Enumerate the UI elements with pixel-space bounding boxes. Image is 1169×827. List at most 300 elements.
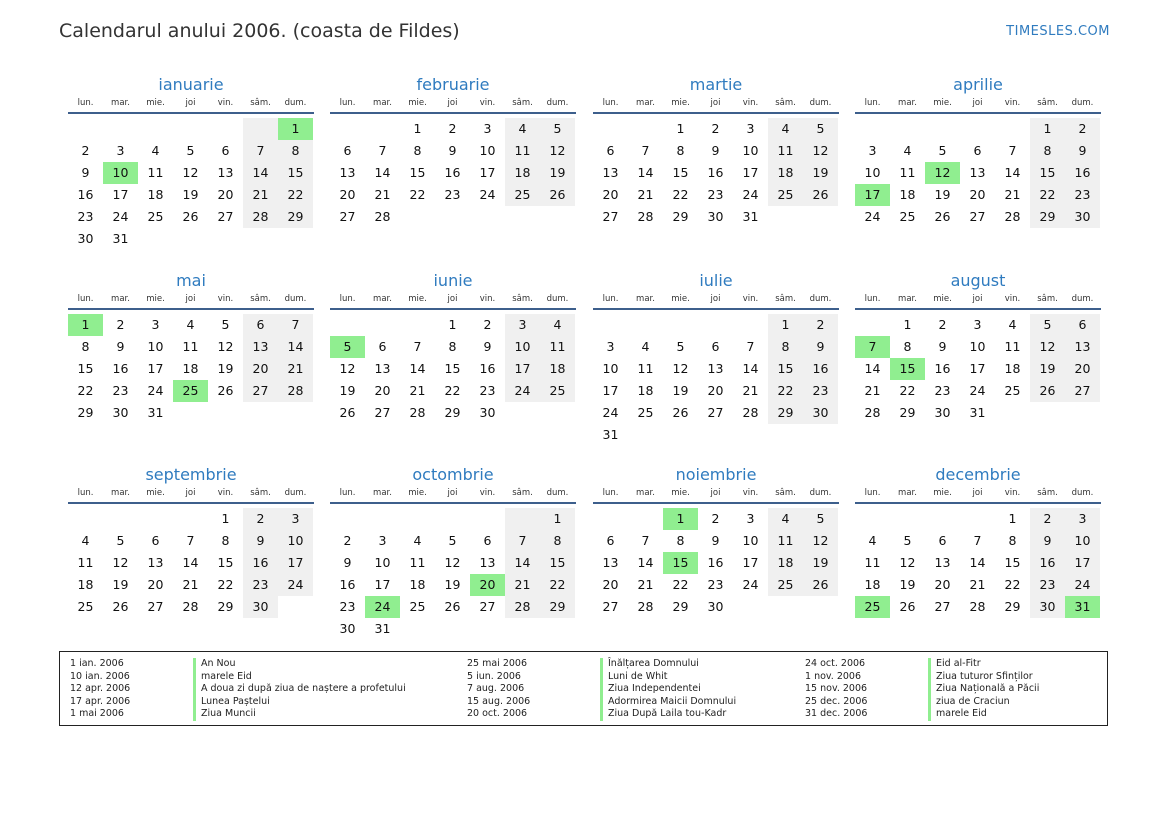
weekday-label: sâm. [775, 98, 796, 108]
day-cell: 4 [768, 118, 803, 140]
day-cell: 16 [1065, 162, 1100, 184]
day-cell: 20 [339, 187, 356, 202]
day-cell: 13 [969, 165, 986, 180]
day-cell: 18 [1004, 361, 1021, 376]
day-cell: 11 [899, 165, 916, 180]
weekday-label: joi [710, 98, 721, 108]
day-cell: 13 [217, 165, 234, 180]
empty-day-cell [435, 206, 470, 228]
week-row [330, 596, 576, 618]
day-cell: 28 [278, 380, 313, 402]
weekday-label: sâm. [775, 488, 796, 498]
holiday-name: Ziua Muncii [193, 708, 406, 721]
page-title: Calendarul anului 2006. (coasta de Fildes) [59, 20, 460, 42]
day-cell: 27 [479, 599, 496, 614]
empty-day-cell [470, 508, 505, 530]
empty-day-cell [470, 618, 505, 640]
weekday-label: lun. [77, 488, 94, 498]
day-cell: 1 [903, 317, 912, 332]
day-cell: 22 [77, 383, 94, 398]
weekday-label: vin. [742, 98, 759, 108]
day-cell: 15 [217, 555, 234, 570]
empty-day-cell [208, 118, 243, 140]
weekday-label: lun. [602, 98, 619, 108]
day-cell: 23 [77, 209, 94, 224]
weekday-label: mar. [111, 98, 130, 108]
day-cell: 5 [448, 533, 457, 548]
day-cell: 6 [711, 339, 720, 354]
day-cell: 21 [742, 383, 759, 398]
holiday-date: 31 dec. 2006 [805, 708, 868, 720]
day-cell: 31 [969, 405, 986, 420]
empty-day-cell [400, 508, 435, 530]
weekday-label: vin. [217, 294, 234, 304]
weekday-label: dum. [284, 98, 307, 108]
week-row [855, 162, 1101, 184]
day-cell: 29 [672, 209, 689, 224]
weekday-label: dum. [546, 294, 569, 304]
weekday-label: dum. [284, 294, 307, 304]
day-cell: 11 [409, 555, 426, 570]
holiday-day-cell: 24 [365, 596, 400, 618]
day-cell: 24 [1065, 574, 1100, 596]
empty-day-cell [540, 206, 575, 228]
day-cell: 23 [479, 383, 496, 398]
day-cell: 14 [637, 165, 654, 180]
empty-day-cell [68, 508, 103, 530]
day-cell: 28 [505, 596, 540, 618]
holiday-day-cell: 1 [68, 314, 103, 336]
day-cell: 11 [540, 336, 575, 358]
day-cell: 18 [505, 162, 540, 184]
day-cell: 20 [147, 577, 164, 592]
day-cell: 12 [444, 555, 461, 570]
day-cell: 4 [768, 508, 803, 530]
day-cell: 13 [479, 555, 496, 570]
month-februarie [330, 74, 576, 228]
week-row [855, 358, 1101, 380]
day-cell: 28 [374, 209, 391, 224]
month-august [855, 270, 1101, 424]
day-cell: 18 [768, 162, 803, 184]
week-row [330, 402, 576, 424]
empty-day-cell [803, 424, 838, 446]
empty-day-cell [628, 314, 663, 336]
weekday-label: mie. [408, 98, 427, 108]
day-cell: 24 [742, 187, 759, 202]
day-cell: 8 [676, 533, 685, 548]
day-cell: 23 [707, 187, 724, 202]
day-cell: 23 [934, 383, 951, 398]
day-cell: 26 [444, 599, 461, 614]
weekday-label: dum. [546, 488, 569, 498]
day-cell: 12 [1030, 336, 1065, 358]
day-cell: 18 [768, 552, 803, 574]
empty-day-cell [103, 508, 138, 530]
day-cell: 20 [217, 187, 234, 202]
empty-day-cell [960, 508, 995, 530]
day-cell: 27 [147, 599, 164, 614]
weekday-label: joi [710, 488, 721, 498]
weekday-label: vin. [217, 488, 234, 498]
weekday-label: mie. [933, 488, 952, 498]
holiday-date: 1 mai 2006 [70, 708, 124, 720]
week-row [593, 574, 839, 596]
weekday-label: sâm. [250, 294, 271, 304]
day-cell: 1 [448, 317, 457, 332]
weekday-label: mie. [671, 488, 690, 498]
day-cell: 29 [672, 599, 689, 614]
day-cell: 7 [278, 314, 313, 336]
day-cell: 14 [409, 361, 426, 376]
legend-names-column-1 [193, 658, 406, 721]
day-cell: 25 [77, 599, 94, 614]
day-cell: 30 [243, 596, 278, 618]
day-cell: 4 [903, 143, 912, 158]
week-row [593, 206, 839, 228]
weekday-label: vin. [479, 488, 496, 498]
month-noiembrie [593, 464, 839, 618]
day-cell: 13 [147, 555, 164, 570]
empty-day-cell [173, 402, 208, 424]
day-cell: 14 [278, 336, 313, 358]
day-cell: 27 [934, 599, 951, 614]
day-cell: 19 [339, 383, 356, 398]
day-cell: 21 [637, 187, 654, 202]
day-cell: 1 [1030, 118, 1065, 140]
day-cell: 4 [540, 314, 575, 336]
weekday-header [68, 292, 314, 310]
weekday-label: mar. [898, 488, 917, 498]
week-row [330, 118, 576, 140]
empty-day-cell [733, 596, 768, 618]
weekday-header [593, 96, 839, 114]
month-name: martie [689, 75, 743, 94]
day-cell: 22 [278, 184, 313, 206]
empty-day-cell [400, 314, 435, 336]
day-cell: 23 [707, 577, 724, 592]
month-decembrie [855, 464, 1101, 618]
site-link[interactable]: TIMESLES.COM [1006, 24, 1110, 39]
holiday-day-cell: 1 [663, 508, 698, 530]
day-cell: 28 [969, 599, 986, 614]
weekday-label: mar. [373, 488, 392, 498]
day-cell: 17 [969, 361, 986, 376]
day-cell: 12 [803, 140, 838, 162]
day-cell: 24 [742, 577, 759, 592]
empty-day-cell [400, 206, 435, 228]
weekday-label: sâm. [250, 98, 271, 108]
weekday-label: vin. [479, 98, 496, 108]
day-cell: 25 [768, 184, 803, 206]
weekday-label: joi [447, 98, 458, 108]
day-cell: 27 [374, 405, 391, 420]
weekday-header [593, 292, 839, 310]
weekday-header [68, 486, 314, 504]
day-cell: 23 [444, 187, 461, 202]
day-cell: 16 [444, 165, 461, 180]
month-iulie [593, 270, 839, 446]
day-cell: 22 [768, 380, 803, 402]
day-cell: 1 [540, 508, 575, 530]
day-cell: 21 [637, 577, 654, 592]
weekday-label: sâm. [512, 488, 533, 498]
weekday-label: dum. [809, 98, 832, 108]
day-cell: 30 [707, 599, 724, 614]
day-cell: 20 [243, 358, 278, 380]
day-cell: 21 [1004, 187, 1021, 202]
day-cell: 2 [1065, 118, 1100, 140]
empty-day-cell [208, 402, 243, 424]
weekday-label: sâm. [512, 98, 533, 108]
empty-day-cell [1030, 402, 1065, 424]
day-cell: 28 [637, 599, 654, 614]
day-cell: 8 [903, 339, 912, 354]
day-cell: 24 [278, 574, 313, 596]
weekday-label: mar. [373, 294, 392, 304]
weekday-label: dum. [546, 98, 569, 108]
day-cell: 6 [151, 533, 160, 548]
holiday-date: 7 aug. 2006 [467, 683, 525, 695]
week-row [330, 530, 576, 552]
day-cell: 28 [243, 206, 278, 228]
day-cell: 2 [343, 533, 352, 548]
day-cell: 10 [1065, 530, 1100, 552]
month-name: noiembrie [675, 465, 757, 484]
day-cell: 22 [672, 187, 689, 202]
day-cell: 11 [505, 140, 540, 162]
day-cell: 8 [1030, 140, 1065, 162]
day-cell: 12 [112, 555, 129, 570]
legend-dates-column-2 [467, 658, 530, 721]
day-cell: 29 [77, 405, 94, 420]
day-cell: 30 [1065, 206, 1100, 228]
day-cell: 16 [479, 361, 496, 376]
day-cell: 29 [1004, 599, 1021, 614]
day-cell: 6 [243, 314, 278, 336]
day-cell: 6 [1065, 314, 1100, 336]
day-cell: 10 [374, 555, 391, 570]
day-cell: 23 [803, 380, 838, 402]
empty-day-cell [890, 118, 925, 140]
empty-day-cell [733, 314, 768, 336]
legend-dates-column-1 [70, 658, 130, 721]
day-cell: 20 [934, 577, 951, 592]
empty-day-cell [698, 314, 733, 336]
empty-day-cell [890, 508, 925, 530]
empty-day-cell [173, 228, 208, 250]
week-row [593, 530, 839, 552]
day-cell: 1 [413, 121, 422, 136]
day-cell: 21 [374, 187, 391, 202]
weekday-label: mar. [898, 98, 917, 108]
month-name: iunie [433, 271, 473, 290]
week-row [68, 162, 314, 184]
month-mai [68, 270, 314, 424]
holiday-name: Ziua Independentei [600, 683, 736, 696]
day-cell: 17 [742, 165, 759, 180]
day-cell: 11 [182, 339, 199, 354]
month-name: octombrie [412, 465, 494, 484]
holiday-day-cell: 5 [330, 336, 365, 358]
day-cell: 10 [742, 143, 759, 158]
day-cell: 9 [1030, 530, 1065, 552]
day-cell: 19 [899, 577, 916, 592]
day-cell: 22 [540, 574, 575, 596]
day-cell: 18 [77, 577, 94, 592]
month-aprilie [855, 74, 1101, 228]
day-cell: 15 [768, 358, 803, 380]
week-row [593, 184, 839, 206]
day-cell: 2 [483, 317, 492, 332]
day-cell: 14 [637, 555, 654, 570]
day-cell: 27 [1065, 380, 1100, 402]
day-cell: 12 [182, 165, 199, 180]
day-cell: 29 [540, 596, 575, 618]
day-cell: 17 [742, 555, 759, 570]
day-cell: 16 [803, 358, 838, 380]
day-cell: 28 [182, 599, 199, 614]
day-cell: 25 [768, 574, 803, 596]
month-septembrie [68, 464, 314, 618]
empty-day-cell [803, 596, 838, 618]
empty-day-cell [330, 118, 365, 140]
week-row [330, 184, 576, 206]
day-cell: 26 [899, 599, 916, 614]
day-cell: 16 [112, 361, 129, 376]
week-row [593, 508, 839, 530]
day-cell: 27 [602, 209, 619, 224]
month-name: mai [176, 271, 206, 290]
day-cell: 25 [505, 184, 540, 206]
day-cell: 5 [221, 317, 230, 332]
weekday-header [68, 96, 314, 114]
day-cell: 18 [409, 577, 426, 592]
week-row [855, 314, 1101, 336]
empty-day-cell [733, 424, 768, 446]
weekday-label: lun. [77, 98, 94, 108]
month-octombrie [330, 464, 576, 640]
month-name: decembrie [935, 465, 1021, 484]
day-cell: 6 [606, 143, 615, 158]
day-cell: 9 [803, 336, 838, 358]
day-cell: 25 [899, 209, 916, 224]
day-cell: 19 [444, 577, 461, 592]
day-cell: 26 [339, 405, 356, 420]
weekday-label: lun. [864, 294, 881, 304]
day-cell: 21 [969, 577, 986, 592]
weekday-label: joi [447, 488, 458, 498]
day-cell: 13 [602, 555, 619, 570]
day-cell: 24 [864, 209, 881, 224]
day-cell: 9 [938, 339, 947, 354]
day-cell: 15 [540, 552, 575, 574]
empty-day-cell [960, 118, 995, 140]
day-cell: 30 [112, 405, 129, 420]
weekday-label: mie. [146, 488, 165, 498]
day-cell: 28 [742, 405, 759, 420]
day-cell: 16 [934, 361, 951, 376]
day-cell: 15 [1004, 555, 1021, 570]
week-row [855, 140, 1101, 162]
day-cell: 26 [803, 574, 838, 596]
day-cell: 30 [934, 405, 951, 420]
day-cell: 12 [540, 140, 575, 162]
empty-day-cell [208, 228, 243, 250]
weekday-label: joi [972, 294, 983, 304]
day-cell: 29 [217, 599, 234, 614]
day-cell: 22 [1030, 184, 1065, 206]
day-cell: 27 [602, 599, 619, 614]
day-cell: 5 [803, 508, 838, 530]
day-cell: 14 [742, 361, 759, 376]
weekday-label: sâm. [512, 294, 533, 304]
day-cell: 29 [768, 402, 803, 424]
day-cell: 13 [1065, 336, 1100, 358]
weekday-label: mie. [408, 488, 427, 498]
day-cell: 7 [378, 143, 387, 158]
empty-day-cell [855, 118, 890, 140]
weekday-label: dum. [1071, 294, 1094, 304]
day-cell: 20 [374, 383, 391, 398]
week-row [330, 206, 576, 228]
weekday-header [330, 292, 576, 310]
day-cell: 3 [378, 533, 387, 548]
month-name: august [950, 271, 1006, 290]
day-cell: 21 [409, 383, 426, 398]
weekday-label: mar. [636, 98, 655, 108]
day-cell: 8 [448, 339, 457, 354]
day-cell: 4 [186, 317, 195, 332]
month-name: ianuarie [158, 75, 224, 94]
day-cell: 14 [1004, 165, 1021, 180]
empty-day-cell [470, 206, 505, 228]
week-row [855, 336, 1101, 358]
day-cell: 17 [112, 187, 129, 202]
day-cell: 8 [413, 143, 422, 158]
day-cell: 27 [339, 209, 356, 224]
day-cell: 3 [973, 317, 982, 332]
empty-day-cell [138, 508, 173, 530]
day-cell: 5 [803, 118, 838, 140]
weekday-label: joi [185, 98, 196, 108]
week-row [68, 596, 314, 618]
week-row [68, 118, 314, 140]
holiday-name: A doua zi după ziua de naștere a profetului [193, 683, 406, 696]
weekday-label: mie. [408, 294, 427, 304]
day-cell: 7 [505, 530, 540, 552]
week-row [593, 314, 839, 336]
day-cell: 18 [147, 187, 164, 202]
day-cell: 8 [221, 533, 230, 548]
empty-day-cell [995, 118, 1030, 140]
day-cell: 3 [1065, 508, 1100, 530]
weekday-label: sâm. [1037, 98, 1058, 108]
holiday-day-cell: 17 [855, 184, 890, 206]
day-cell: 27 [969, 209, 986, 224]
holiday-day-cell: 20 [470, 574, 505, 596]
empty-day-cell [593, 118, 628, 140]
month-martie [593, 74, 839, 228]
empty-day-cell [698, 424, 733, 446]
month-ianuarie [68, 74, 314, 250]
holiday-day-cell: 25 [855, 596, 890, 618]
empty-day-cell [663, 424, 698, 446]
empty-day-cell [138, 228, 173, 250]
day-cell: 3 [746, 121, 755, 136]
day-cell: 31 [374, 621, 391, 636]
day-cell: 19 [540, 162, 575, 184]
